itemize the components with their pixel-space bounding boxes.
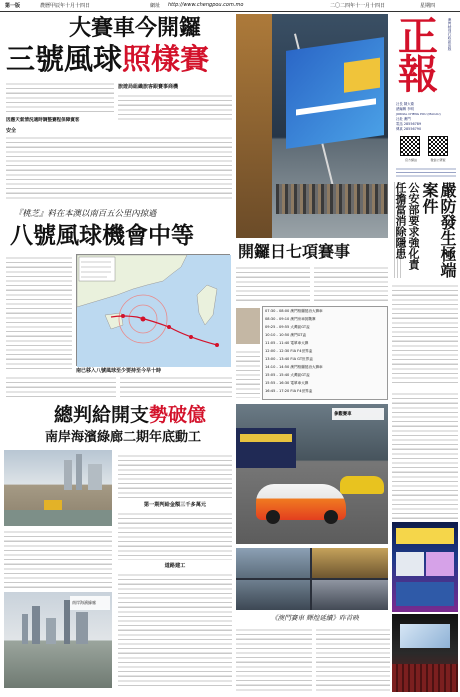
finance-headline-red: 勢破億 bbox=[149, 404, 207, 426]
car-exhibit-photo bbox=[236, 404, 388, 544]
cityscape-tower-5 bbox=[76, 612, 88, 644]
cityscape-tower-2 bbox=[32, 606, 40, 644]
lead-bold-line: 因應天氣情況適時調整賽程保障賓客 bbox=[6, 118, 80, 123]
schedule-row: 08:30 - 09:10 澳門房車挑戰賽 bbox=[265, 317, 316, 321]
cityscape-photo bbox=[4, 592, 112, 688]
lead-sub2: 安全 bbox=[6, 128, 17, 134]
publisher-line-6: 傳真 28556790 bbox=[396, 127, 422, 131]
schedule-row: 12:00 - 12:30 FIA F4世界盃 bbox=[265, 349, 313, 353]
race-crowd bbox=[276, 184, 388, 214]
lead-body-right bbox=[118, 92, 232, 122]
lead-kicker: 大賽車今開鑼 bbox=[68, 15, 201, 41]
side-story-vertical-text bbox=[392, 182, 458, 278]
schedule-headline: 開鑼日七項賽事 bbox=[238, 242, 351, 261]
finance-body-left bbox=[4, 528, 112, 588]
exhibit-caption: 參觀賽車 bbox=[334, 412, 352, 417]
schedule-row: 16:45 - 17:20 FIA F4世界盃 bbox=[265, 389, 313, 393]
ad-panel-1 bbox=[396, 528, 454, 544]
exhibit-caption-box bbox=[332, 408, 384, 420]
lunar-date: 農曆甲辰年十月十四日 bbox=[40, 3, 91, 9]
lead-body-left bbox=[6, 80, 114, 115]
ad-panel-3 bbox=[426, 552, 454, 576]
finance-body-right bbox=[118, 452, 232, 500]
schedule-body-right bbox=[314, 264, 388, 304]
race-banner-photo bbox=[236, 14, 388, 238]
side-vertical-headline: 公安部要求強化責任擔當消除隱患 bbox=[394, 182, 420, 270]
schedule-photo-inset bbox=[236, 308, 260, 344]
race-grid-panel-2 bbox=[312, 548, 388, 578]
typhoon-map bbox=[76, 254, 230, 366]
schedule-body-left bbox=[236, 264, 310, 304]
race-grid-panel-3 bbox=[236, 580, 310, 610]
ad-panel-4 bbox=[396, 582, 454, 606]
finance-body-a bbox=[118, 510, 232, 560]
advertisement[interactable] bbox=[392, 522, 458, 612]
schedule-row: 15:05 - 15:40 大灣區GT盃 bbox=[265, 373, 310, 377]
issue-date: 二〇二四年十一月十四日 bbox=[330, 3, 386, 9]
finance-subhead: 南岸海濱綠廊二期年底動工 bbox=[44, 430, 201, 445]
lead-headline-black: 三號風球 bbox=[6, 42, 123, 76]
finance-section-b: 道路建工 bbox=[164, 563, 186, 569]
finance-headline bbox=[26, 404, 234, 428]
finance-headline-black: 總判給開支 bbox=[53, 404, 149, 426]
race-grid-panel-1 bbox=[236, 548, 310, 578]
schedule-row: 15:55 - 16:30 電單車大賽 bbox=[265, 381, 309, 385]
site-url[interactable]: http://www.chengpou.com.mo bbox=[168, 2, 244, 8]
cityscape-caption: 南岸海濱綠廊 bbox=[72, 600, 96, 605]
schedule-row: 07:30 - 08:00 澳門格蘭披治大賽車 bbox=[265, 309, 323, 313]
masthead-logo-2: 報 bbox=[398, 51, 438, 98]
cityscape-tower-1 bbox=[22, 614, 28, 644]
lead-body-lower bbox=[6, 134, 232, 200]
construction-building-1 bbox=[64, 460, 72, 490]
exhibit-pavilion-sign bbox=[240, 434, 292, 442]
top-bar bbox=[0, 0, 460, 12]
exhibit-race-car-wheel-1 bbox=[266, 510, 280, 524]
cinema-screen bbox=[400, 624, 450, 648]
publisher-line-1: 社長 陳大衛 bbox=[396, 102, 415, 106]
schedule-row: 14:10 - 14:50 澳門格蘭披治大賽車 bbox=[265, 365, 323, 369]
race-grid-panel-4 bbox=[312, 580, 388, 610]
cinema-seats bbox=[392, 664, 458, 692]
publisher-line-4: 社址 澳門 bbox=[396, 117, 411, 121]
masthead-logo-1: 正 bbox=[398, 13, 438, 60]
side-story-body-more bbox=[392, 390, 458, 520]
lead-headline-red: 照樣賽 bbox=[122, 42, 210, 76]
side-story-body-lower bbox=[392, 282, 458, 386]
masthead-info-block bbox=[396, 166, 456, 178]
schedule-row: 09:25 - 09:55 大灣區GT盃 bbox=[265, 325, 310, 329]
publisher-line-5: 電話 28556789 bbox=[396, 122, 422, 126]
qr-caption-wechat: 微信公眾號 bbox=[430, 158, 446, 162]
publisher-line-3: JORNAL CHENG POU (MACAU) bbox=[396, 112, 441, 116]
construction-excavator bbox=[44, 500, 62, 510]
bottom-kicker: 《澳門賽車 輝煌延續》昨首映 bbox=[271, 614, 359, 622]
typhoon-kicker: 『桃芝』料在本澳以南百五公里內掠過 bbox=[14, 208, 157, 218]
masthead-side-text: 澳門特別行政區出版 bbox=[448, 18, 452, 51]
typhoon-body-left bbox=[6, 254, 72, 370]
lead-headline bbox=[6, 42, 232, 78]
cityscape-tower-3 bbox=[46, 618, 56, 644]
race-banner bbox=[286, 37, 384, 149]
qr-code-website[interactable] bbox=[400, 136, 420, 156]
site-label: 網址 bbox=[150, 3, 161, 9]
typhoon-map-caption: 南已移入八號風球至少要持至今早十時 bbox=[76, 368, 162, 374]
race-banner-stripe bbox=[344, 58, 380, 93]
exhibit-race-car-wheel-2 bbox=[324, 510, 338, 524]
schedule-body-lower bbox=[236, 348, 260, 398]
side-main-headline: 嚴防發生極端案件 bbox=[420, 182, 457, 278]
schedule-row: 13:00 - 13:40 FIA GT世界盃 bbox=[265, 357, 313, 361]
typhoon-map-graphic bbox=[77, 255, 231, 367]
construction-photo bbox=[4, 450, 112, 526]
schedule-table bbox=[262, 306, 388, 400]
typhoon-body-bottom-left bbox=[6, 374, 116, 398]
exhibit-yellow-car bbox=[340, 476, 384, 494]
schedule-row: 10:10 - 10:50 澳門GT盃 bbox=[265, 333, 307, 337]
schedule-row: 11:05 - 11:40 電單車大賽 bbox=[265, 341, 309, 345]
weekday: 星期四 bbox=[420, 3, 436, 9]
construction-building-2 bbox=[76, 454, 82, 490]
race-building bbox=[236, 14, 272, 238]
finance-section-a: 第一期判給金額三千多萬元 bbox=[143, 502, 207, 508]
qr-caption-website: 官方網站 bbox=[404, 158, 417, 162]
race-banner-stripe-2 bbox=[296, 98, 376, 115]
masthead bbox=[390, 14, 460, 180]
cityscape-caption-box bbox=[70, 596, 110, 610]
typhoon-headline: 八號風球機會中等 bbox=[10, 223, 194, 249]
publisher-line-2: 總編輯 李明 bbox=[396, 107, 415, 111]
construction-water bbox=[4, 510, 112, 526]
cinema-photo bbox=[392, 614, 458, 692]
typhoon-body-bottom bbox=[120, 374, 232, 398]
ad-panel-2 bbox=[396, 552, 424, 576]
qr-code-wechat[interactable] bbox=[428, 136, 448, 156]
lead-subhead-right: 旅遊局組織旅客跟賽事商機 bbox=[118, 84, 179, 90]
bottom-body-left bbox=[236, 626, 312, 692]
construction-building-3 bbox=[88, 464, 102, 490]
page-number: 第一版 bbox=[5, 3, 21, 9]
bottom-body-mid bbox=[316, 626, 390, 692]
finance-body-b bbox=[118, 571, 232, 689]
race-grid-photo bbox=[236, 548, 388, 610]
